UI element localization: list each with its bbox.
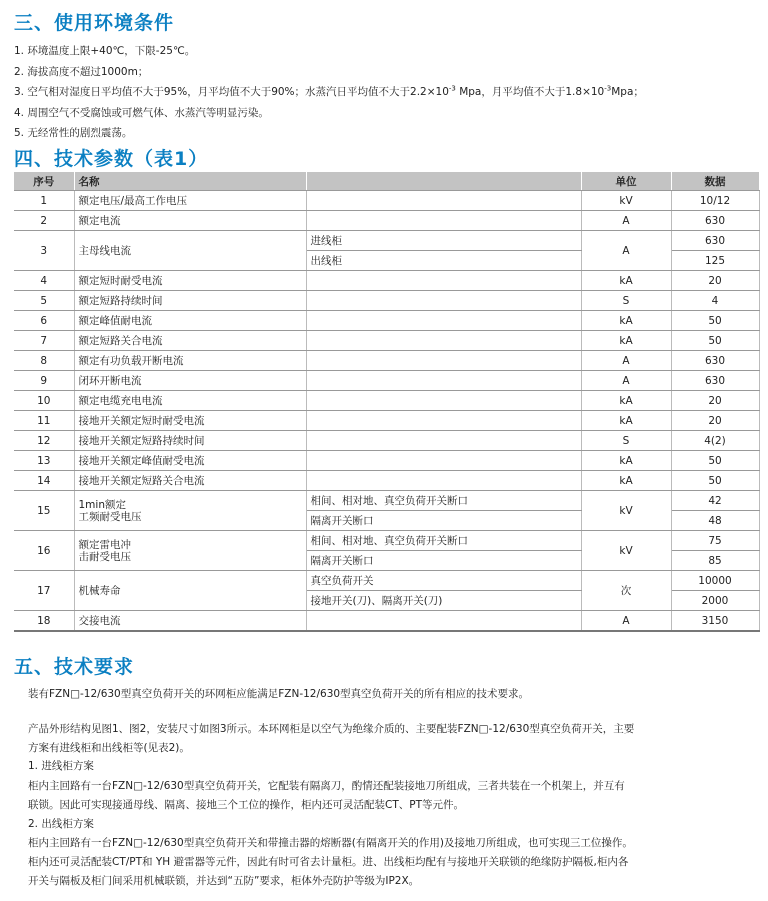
env-item-1: 1. 环境温度上限+40℃，下限-25℃。 [14,45,196,57]
env-item-2: 2. 海拔高度不超过1000m； [14,66,149,78]
row-name-line2: 击耐受电压 [78,550,131,563]
incoming-scheme-line2: 联锁。因此可实现接通母线、隔离、接地三个工位的操作，柜内还可灵活配装CT、PT等元件。 [28,799,464,811]
table-row [14,351,759,371]
header-value: 数据 [671,172,759,191]
table-row [14,471,759,491]
row-seq: 2 [14,211,74,231]
row-seq: 13 [14,451,74,471]
row-seq: 8 [14,351,74,371]
row-name: 闭环开断电流 [74,371,306,391]
row-unit: S [581,431,671,451]
outgoing-scheme-title: 2. 出线柜方案 [28,818,94,830]
row-value: 4(2) [671,431,759,451]
row-value: 50 [671,331,759,351]
row-sub [306,431,581,451]
row-name: 交接电流 [74,611,306,632]
row-value: 125 [671,251,759,271]
row-value: 2000 [671,591,759,611]
header-unit: 单位 [581,172,671,191]
row-value: 630 [671,351,759,371]
header-seq: 序号 [14,172,74,191]
header-name: 名称 [74,172,306,191]
row-sub [306,291,581,311]
row-seq: 18 [14,611,74,632]
row-sub: 相间、相对地、真空负荷开关断口 [306,531,581,551]
row-name: 主母线电流 [74,231,306,271]
row-value: 50 [671,311,759,331]
row-value: 48 [671,511,759,531]
row-unit: kV [581,191,671,211]
row-value: 85 [671,551,759,571]
table-row [14,331,759,351]
row-name: 额定电压/最高工作电压 [74,191,306,211]
row-name: 额定短时耐受电流 [74,271,306,291]
req-para-2-line2: 方案有进线柜和出线柜等(见表2)。 [28,742,190,754]
row-name: 接地开关额定峰值耐受电流 [74,451,306,471]
row-name [74,491,306,531]
section4-title: 四、技术参数（表1） [14,148,209,170]
table-row [14,431,759,451]
row-sub [306,311,581,331]
table-row [14,191,759,211]
row-sub: 接地开关(刀)、隔离开关(刀) [306,591,581,611]
row-value: 630 [671,211,759,231]
env-item-3: 3. 空气相对湿度日平均值不大于95%，月平均值不大于90%；水蒸汽日平均值不大于$2.2\times 10^{-3}$ Mpa，月平均值不大于$1.8\times 10^{-3}Mpa$； [14,84,644,98]
row-sub [306,371,581,391]
row-value: 20 [671,411,759,431]
row-seq: 14 [14,471,74,491]
row-name [74,531,306,571]
env-item-4: 4. 周围空气不受腐蚀或可燃气体、水蒸汽等明显污染。 [14,107,269,119]
row-name: 机械寿命 [74,571,306,611]
table-row [14,311,759,331]
row-unit: S [581,291,671,311]
row-unit: 次 [581,571,671,611]
row-seq: 5 [14,291,74,311]
table-row [14,611,759,632]
section3-title: 三、使用环境条件 [14,12,175,34]
table-row [14,231,759,251]
row-name: 额定短路持续时间 [74,291,306,311]
row-sub [306,391,581,411]
table-row [14,411,759,431]
row-unit: kA [581,451,671,471]
row-value: 42 [671,491,759,511]
row-seq: 17 [14,571,74,611]
row-value: 10/12 [671,191,759,211]
row-sub [306,471,581,491]
section5-title: 五、技术要求 [14,656,135,678]
row-sub [306,411,581,431]
row-name: 接地开关额定短路关合电流 [74,471,306,491]
table-row [14,371,759,391]
row-unit: A [581,231,671,271]
req-para-1: 装有FZN□-12/630型真空负荷开关的环网柜应能满足FZN-12/630型真空负荷开关的所有相应的技术要求。 [28,688,530,700]
row-name-line1: 1min额定 [78,498,126,511]
row-seq: 1 [14,191,74,211]
row-unit: kA [581,471,671,491]
row-seq: 7 [14,331,74,351]
row-seq: 3 [14,231,74,271]
incoming-scheme-title: 1. 进线柜方案 [28,760,94,772]
row-value: 3150 [671,611,759,632]
table-row [14,451,759,471]
row-value: 630 [671,371,759,391]
row-unit: kA [581,311,671,331]
table-header-row [14,172,759,191]
row-seq: 9 [14,371,74,391]
row-value: 630 [671,231,759,251]
row-name: 额定电流 [74,211,306,231]
row-sub: 隔离开关断口 [306,511,581,531]
row-sub [306,271,581,291]
row-sub [306,191,581,211]
table-row [14,291,759,311]
row-value: 50 [671,451,759,471]
row-unit: kA [581,331,671,351]
row-unit: kA [581,411,671,431]
req-para-2-line1: 产品外形结构见图1、图2，安装尺寸如图3所示。本环网柜是以空气为绝缘介质的、主要配装FZN□-12/630型真空负荷开关，主要 [28,723,635,735]
row-value: 4 [671,291,759,311]
row-value: 20 [671,271,759,291]
row-seq: 11 [14,411,74,431]
outgoing-scheme-line2: 柜内还可灵活配装CT/PT和 YH 避雷器等元件，因此有时可省去计量柜。进、出线柜均配有与接地开关联锁的绝缘防护隔板,柜内各 [28,856,629,868]
row-sub [306,211,581,231]
row-name: 额定峰值耐电流 [74,311,306,331]
row-name: 额定有功负载开断电流 [74,351,306,371]
incoming-scheme-line1: 柜内主回路有一台FZN□-12/630型真空负荷开关，它配装有隔离刀，酌情还配装接地刀所组成，三者共装在一个机架上，并互有 [28,780,625,792]
row-unit: A [581,351,671,371]
row-sub [306,451,581,471]
row-seq: 16 [14,531,74,571]
row-unit: A [581,371,671,391]
table-row [14,211,759,231]
table-row [14,271,759,291]
table-row [14,491,759,511]
row-value: 50 [671,471,759,491]
row-name-line1: 额定雷电冲 [78,538,131,551]
row-unit: kA [581,391,671,411]
row-name: 额定短路关合电流 [74,331,306,351]
table-row [14,391,759,411]
row-seq: 4 [14,271,74,291]
row-seq: 10 [14,391,74,411]
row-sub: 隔离开关断口 [306,551,581,571]
row-name: 额定电缆充电电流 [74,391,306,411]
row-sub: 真空负荷开关 [306,571,581,591]
row-value: 20 [671,391,759,411]
row-seq: 12 [14,431,74,451]
row-sub: 进线柜 [306,231,581,251]
header-sub [306,172,581,191]
row-name: 接地开关额定短时耐受电流 [74,411,306,431]
outgoing-scheme-line3: 开关与隔板及柜门间采用机械联锁，并达到“五防”要求，柜体外壳防护等级为IP2X。 [28,875,420,887]
row-sub: 出线柜 [306,251,581,271]
row-unit: A [581,611,671,632]
row-value: 10000 [671,571,759,591]
row-sub [306,331,581,351]
row-unit: A [581,211,671,231]
row-name-line2: 工频耐受电压 [78,510,142,523]
row-value: 75 [671,531,759,551]
row-unit: kV [581,491,671,531]
row-name: 接地开关额定短路持续时间 [74,431,306,451]
row-unit: kV [581,531,671,571]
row-unit: kA [581,271,671,291]
outgoing-scheme-line1: 柜内主回路有一台FZN□-12/630型真空负荷开关和带撞击器的熔断器(有隔离开关的作用)及接地刀所组成，也可实现三工位操作。 [28,837,633,849]
row-sub: 相间、相对地、真空负荷开关断口 [306,491,581,511]
env-item-5: 5. 无经常性的剧烈震荡。 [14,127,133,139]
row-sub [306,351,581,371]
tech-params-table [14,172,760,632]
table-row [14,531,759,551]
table-row [14,571,759,591]
row-sub [306,611,581,632]
row-seq: 15 [14,491,74,531]
row-seq: 6 [14,311,74,331]
